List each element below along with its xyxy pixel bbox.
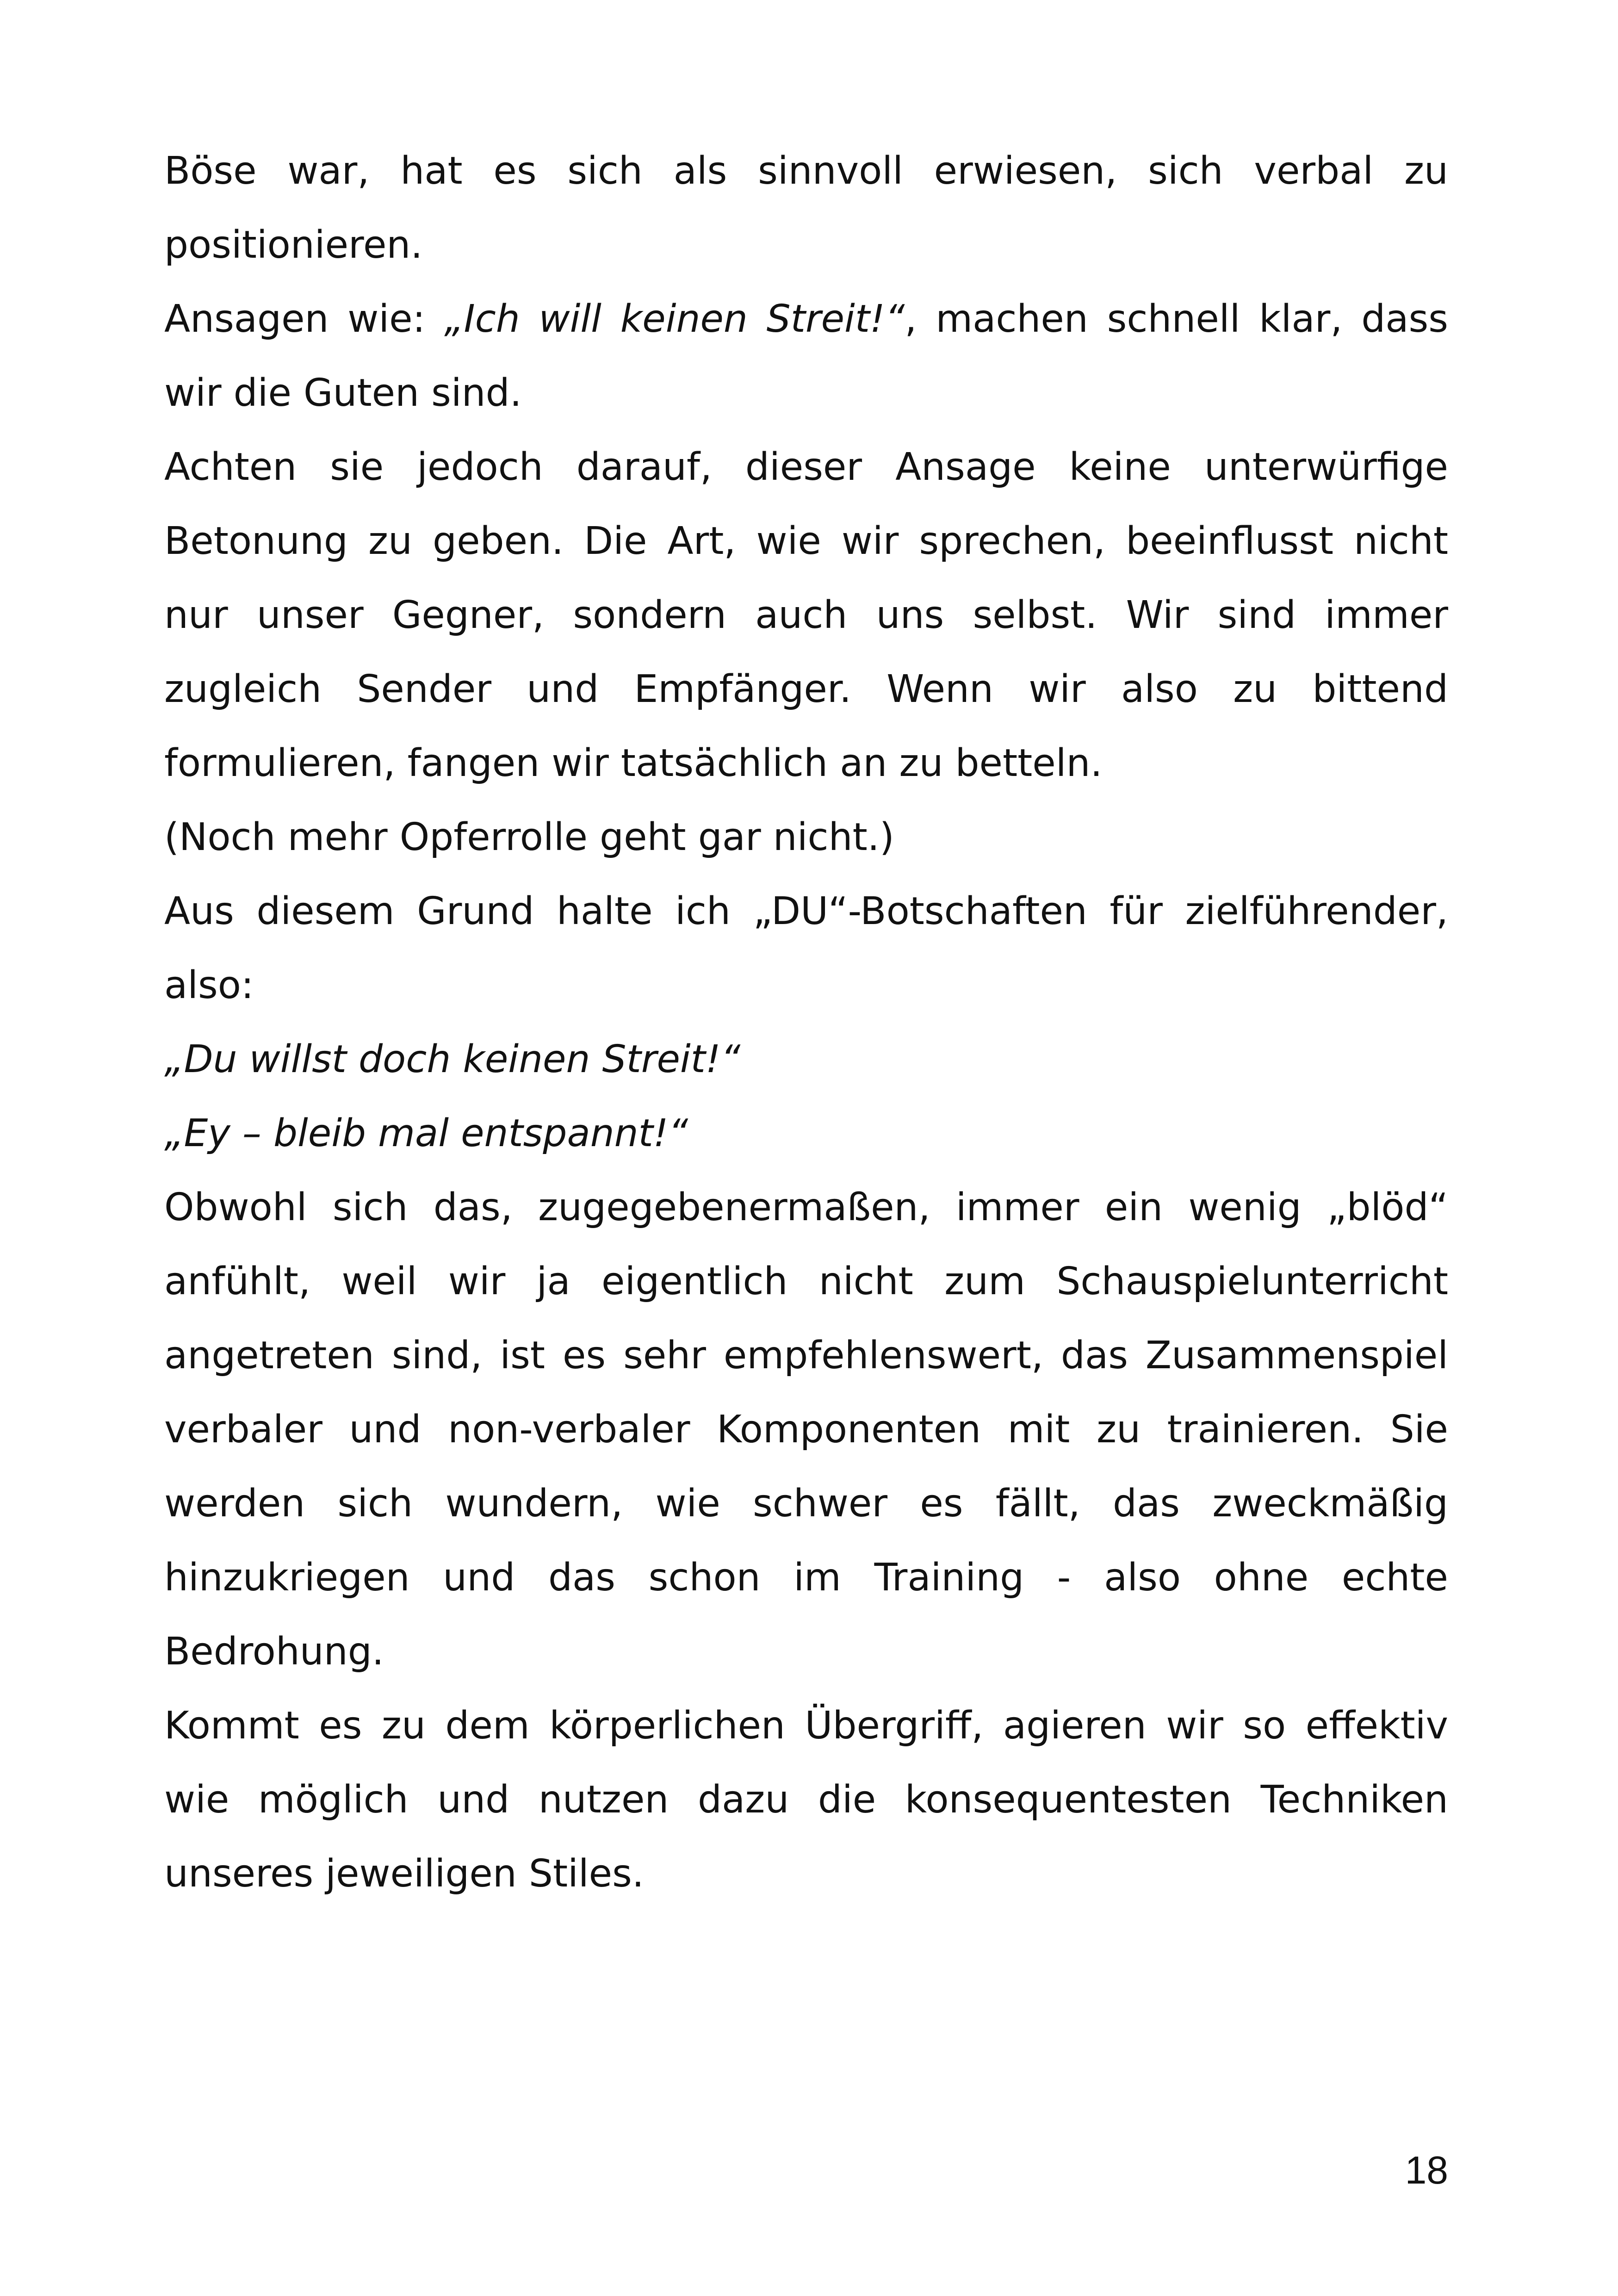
paragraph-2-tail: , machen schnell klar, dass wir die Guten sind. <box>164 297 1448 415</box>
paragraph-6: Obwohl sich das, zugegebenermaßen, immer ein wenig „blöd“ anfühlt, weil wir ja eigentlich nicht zum Schauspielunterricht angetreten sind, ist es sehr empfehlenswert, das Zusammenspiel verbaler und non-verbaler Komponenten mit zu trainieren. Sie werden sich wundern, wie schwer es fällt, das zweckmäßig hinzukriegen und das schon im Training - also ohne echte Bedrohung. <box>164 1185 1448 1674</box>
page-number: 18 <box>1405 2148 1448 2192</box>
quote-2 <box>164 1097 1448 1171</box>
paragraph-2-lead: Ansagen wie: <box>164 297 445 341</box>
paragraph-4: (Noch mehr Opferrolle geht gar nicht.) <box>164 815 894 859</box>
body-text <box>164 134 1448 1911</box>
paragraph-3: Achten sie jedoch darauf, dieser Ansage keine unterwürfige Betonung zu geben. Die Art, wie wir sprechen, beeinflusst nicht nur unser Gegner, sondern auch uns selbst. Wir sind immer zugleich Sender und Empfänger. Wenn wir also zu bittend formulieren, fangen wir tatsächlich an zu betteln. <box>164 445 1448 785</box>
quote-2-text: „Ey – bleib mal entspannt!“ <box>164 1111 688 1155</box>
paragraph-7: Kommt es zu dem körperlichen Übergriff, agieren wir so effektiv wie möglich und nutzen dazu die konsequentesten Techniken unseres jeweiligen Stiles. <box>164 1704 1448 1896</box>
quote-1 <box>164 1023 1448 1097</box>
quote-1-text: „Du willst doch keinen Streit!“ <box>164 1037 741 1081</box>
paragraph-2 <box>164 282 1448 430</box>
paragraph-2-quote: „Ich will keinen Streit!“ <box>444 297 905 341</box>
paragraph-1: Böse war, hat es sich als sinnvoll erwiesen, sich verbal zu positionieren. <box>164 149 1448 267</box>
paragraph-5: Aus diesem Grund halte ich „DU“-Botschaften für zielführender, also: <box>164 889 1448 1007</box>
